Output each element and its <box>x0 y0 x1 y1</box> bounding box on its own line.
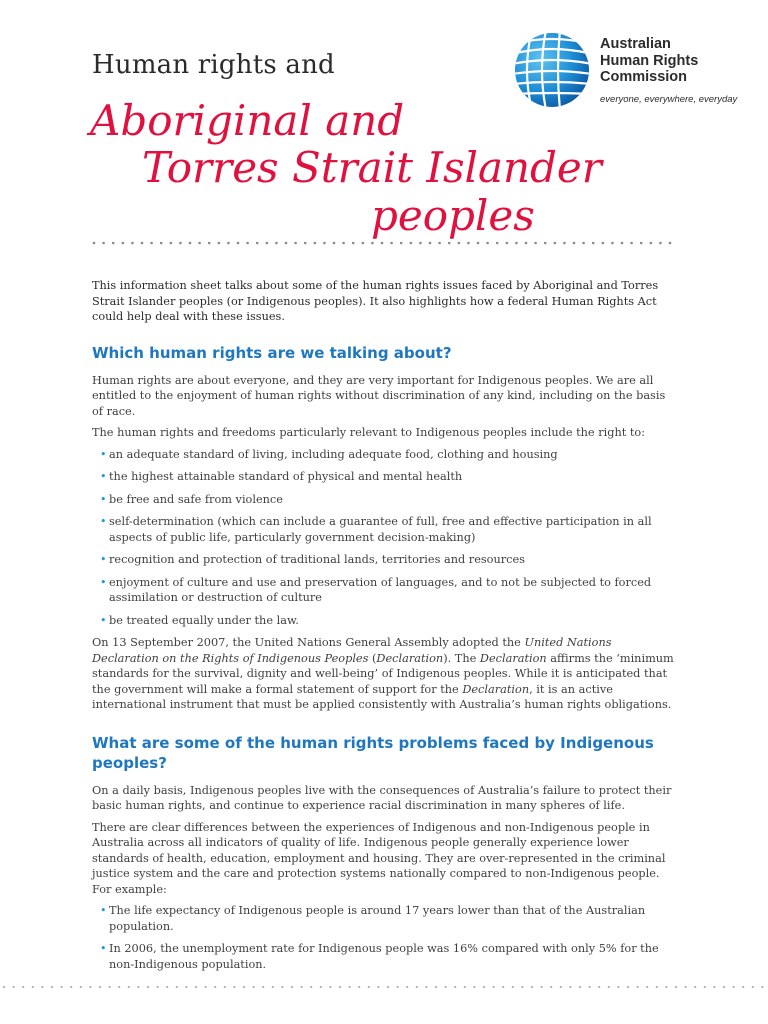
text-run: On 13 September 2007, the United Nations General Assembly adopted the <box>92 636 525 649</box>
list-item <box>92 552 678 568</box>
list-item-text: self-determination (which can include a guarantee of full, free and effective participation in all aspects of public life, particularly government decision-making) <box>109 515 652 544</box>
declaration-short: Declaration <box>479 651 547 665</box>
list-item <box>92 613 678 629</box>
list-item-text: be treated equally under the law. <box>109 613 299 627</box>
title-line-2: Torres Strait Islander <box>142 143 602 192</box>
problems-list <box>92 903 678 972</box>
bullet-icon: • <box>100 447 107 461</box>
intro-paragraph: This information sheet talks about some of the human rights issues faced by Aboriginal and Torres Strait Islander peoples (or Indigenous peoples). It also highlights how a federal Human Rights Act could help deal with these issues. <box>92 279 659 323</box>
list-item-text: enjoyment of culture and use and preservation of languages, and to not be subjected to forced assimilation or destruction of culture <box>109 575 652 604</box>
rights-list <box>92 447 678 629</box>
list-item <box>92 469 678 485</box>
dotted-divider <box>92 240 678 246</box>
logo-name-line-1: Australian <box>600 36 671 52</box>
bullet-icon: • <box>100 613 107 627</box>
declaration-title: United Nations Declaration on the Rights of Indigenous Peoples <box>92 636 612 665</box>
declaration-paragraph <box>92 635 678 713</box>
list-item-text: an adequate standard of living, including adequate food, clothing and housing <box>109 447 558 461</box>
bullet-icon: • <box>100 575 107 589</box>
text-run: affirms the ‘minimum standards for the survival, dignity and well-being’ of Indigenous peoples. While it is anticipated that the government will make a formal statement of support for the <box>92 651 674 696</box>
globe-icon <box>512 30 592 110</box>
list-item <box>92 514 678 545</box>
list-item <box>92 903 678 934</box>
list-item-text: In 2006, the unemployment rate for Indigenous people was 16% compared with only 5% for the non-Indigenous population. <box>109 942 659 971</box>
list-item-text: recognition and protection of traditional lands, territories and resources <box>109 553 525 566</box>
commission-logo <box>512 30 738 110</box>
declaration-short: Declaration <box>462 682 530 696</box>
text-run: ). The <box>443 651 480 665</box>
list-item-text: the highest attainable standard of physical and mental health <box>109 470 463 483</box>
bullet-icon: • <box>100 470 107 483</box>
section-heading-rights: Which human rights are we talking about? <box>92 343 452 362</box>
title-kicker: Human rights and <box>92 50 335 80</box>
section2-paragraph-1: On a daily basis, Indigenous peoples live with the consequences of Australia’s failure to protect their basic human rights, and continue to experience racial discrimination in many spheres of life. <box>92 783 672 812</box>
title-line-3: peoples <box>371 191 535 240</box>
list-item <box>92 447 678 463</box>
section1-paragraph-2: The human rights and freedoms particularly relevant to Indigenous peoples include the right to: <box>92 426 645 439</box>
logo-name-line-3: Commission <box>600 69 688 85</box>
text-run: ( <box>368 651 377 665</box>
section1-paragraph-1: Human rights are about everyone, and they are very important for Indigenous peoples. We are all entitled to the enjoyment of human rights without discrimination of any kind, including on the basis of race. <box>92 373 666 418</box>
bottom-dotted-divider <box>0 984 768 990</box>
bullet-icon: • <box>100 492 107 506</box>
bullet-icon: • <box>100 942 107 955</box>
section2-paragraph-2: There are clear differences between the experiences of Indigenous and non-Indigenous people in Australia across all indicators of quality of life. Indigenous people generally experience lower standards of health, education, employment and housing. They are over-represented in the criminal justice system and the care and protection systems nationally compared to non-Indigenous people. For example: <box>92 820 666 896</box>
list-item <box>92 941 678 972</box>
section-heading-problems: What are some of the human rights problems faced by Indigenous peoples? <box>92 733 654 772</box>
text-run: , it is an active international instrument that must be applied consistently with Australia’s human rights obligations. <box>92 682 672 711</box>
list-item-text: The life expectancy of Indigenous people is around 17 years lower than that of the Australian population. <box>109 904 646 933</box>
list-item-text: be free and safe from violence <box>109 492 283 506</box>
bullet-icon: • <box>100 553 107 566</box>
main-content <box>92 278 678 979</box>
logo-name-line-2: Human Rights <box>600 52 699 69</box>
logo-tagline: everyone, everywhere, everyday <box>600 94 738 105</box>
logo-name <box>600 36 740 86</box>
bullet-icon: • <box>100 904 107 917</box>
title-line-1: Aboriginal and <box>90 96 405 145</box>
list-item <box>92 492 678 508</box>
list-item <box>92 575 678 606</box>
bullet-icon: • <box>100 515 107 528</box>
declaration-short: Declaration <box>376 651 444 665</box>
